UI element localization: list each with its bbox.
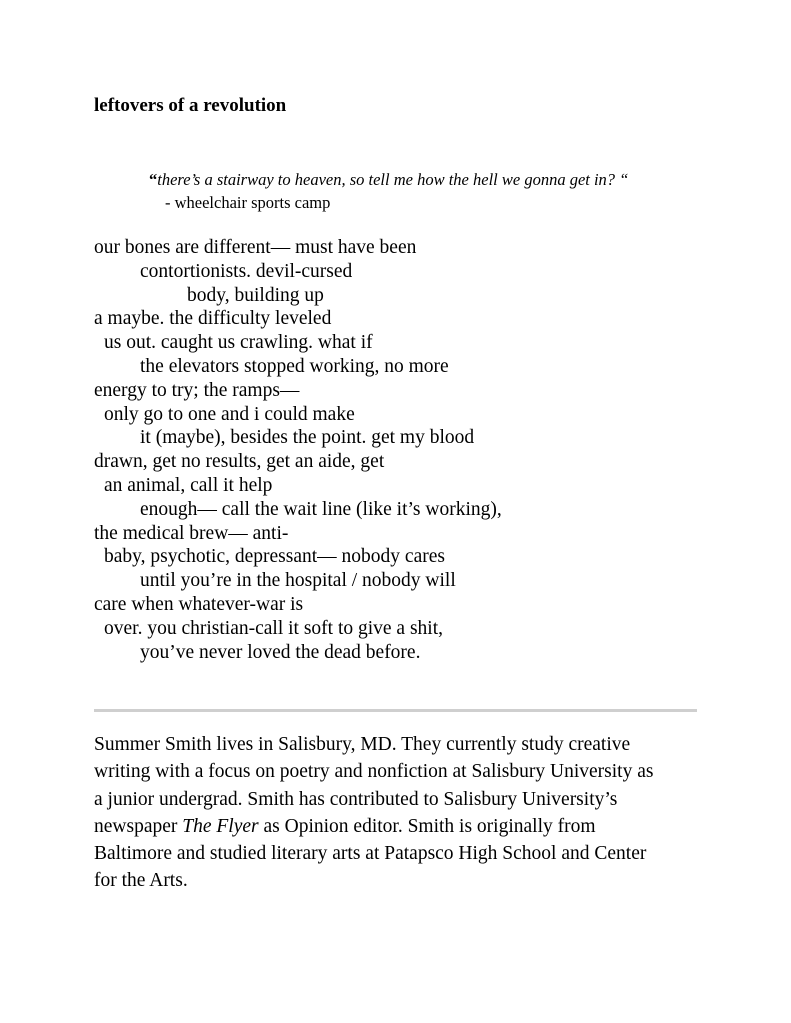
poem-line: baby, psychotic, depressant— nobody cares <box>104 546 445 568</box>
bio-line: a junior undergrad. Smith has contributed to Salisbury University’s <box>94 788 618 810</box>
epigraph-quote <box>149 168 628 191</box>
bio-line: Summer Smith lives in Salisbury, MD. They currently study creative <box>94 734 631 755</box>
poem-line: care when whatever-war is <box>94 593 304 615</box>
author-bio <box>94 731 704 895</box>
poem-line: only go to one and i could make <box>104 403 355 425</box>
poem-line: it (maybe), besides the point. get my blood <box>140 427 475 449</box>
bio-line: for the Arts. <box>94 870 188 892</box>
bio-line: writing with a focus on poetry and nonfiction at Salisbury University as <box>94 761 654 783</box>
epigraph-close-quote: “ <box>615 170 629 189</box>
poem-title: leftovers of a revolution <box>94 95 287 116</box>
poem-line: drawn, get no results, get an aide, get <box>94 451 385 473</box>
section-divider <box>94 709 697 712</box>
poem-line: us out. caught us crawling. what if <box>104 332 373 354</box>
poem-line: over. you christian-call it soft to give a shit, <box>104 617 444 639</box>
poem-line: the elevators stopped working, no more <box>140 355 449 377</box>
epigraph-quote-text: there’s a stairway to heaven, so tell me how the hell we gonna get in? <box>157 170 616 189</box>
bio-text: as Opinion editor. Smith is originally from <box>258 815 596 837</box>
poem-body <box>94 236 502 664</box>
poem-line: an animal, call it help <box>104 474 273 496</box>
poem-line: energy to try; the ramps— <box>94 379 300 401</box>
epigraph-open-quote: “ <box>149 170 158 189</box>
publication-name: The Flyer <box>182 815 259 837</box>
epigraph-attribution: - wheelchair sports camp <box>165 193 331 212</box>
poem-line: a maybe. the difficulty leveled <box>94 308 332 330</box>
poem-line: contortionists. devil-cursed <box>140 260 353 282</box>
poem-line: until you’re in the hospital / nobody will <box>140 570 456 592</box>
poem-line: the medical brew— anti- <box>94 522 289 544</box>
epigraph <box>149 168 628 214</box>
poem-line: our bones are different— must have been <box>94 237 417 258</box>
bio-line <box>94 813 704 840</box>
poem-line: you’ve never loved the dead before. <box>140 641 421 663</box>
poem-line: enough— call the wait line (like it’s working), <box>140 498 502 520</box>
bio-line: Baltimore and studied literary arts at Patapsco High School and Center <box>94 843 647 865</box>
poem-line: body, building up <box>187 284 324 306</box>
bio-text: newspaper <box>94 815 183 837</box>
